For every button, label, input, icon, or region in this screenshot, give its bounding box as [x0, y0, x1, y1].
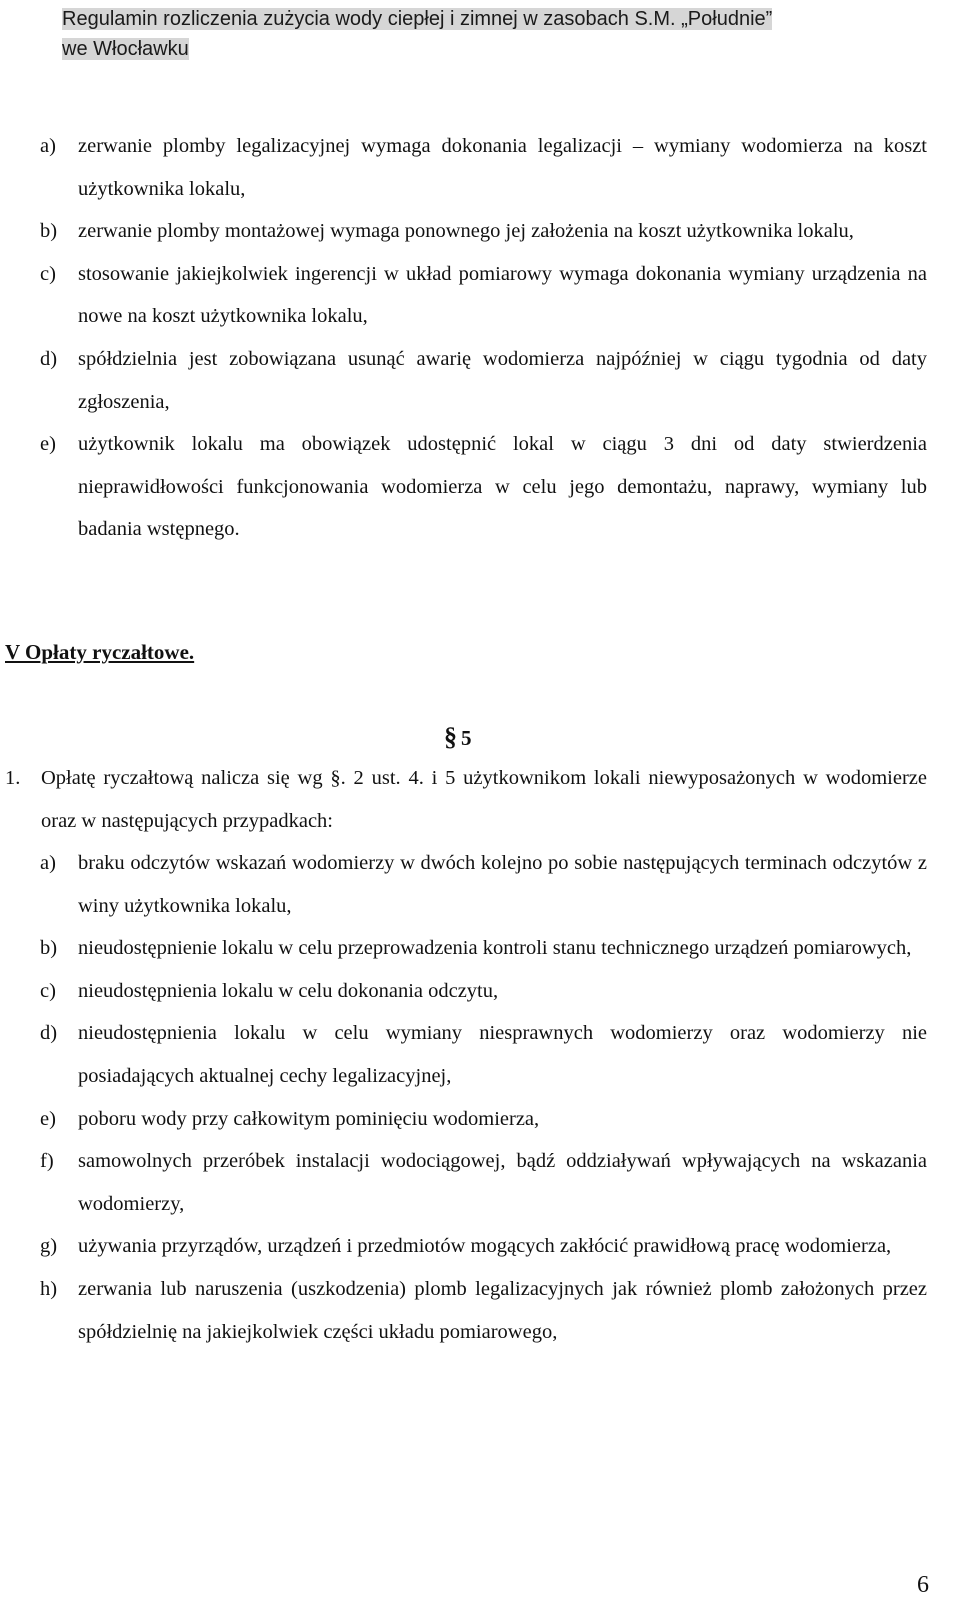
paragraph-body [5, 757, 927, 842]
list-item [40, 1012, 927, 1097]
list-item [40, 338, 927, 423]
paragraph-symbol: § [444, 722, 457, 751]
list-item-label: c) [40, 262, 56, 285]
list-bottom [40, 842, 927, 1353]
list-item-text: stosowanie jakiejkolwiek ingerencji w układ pomiarowy wymaga dokonania wymiany urządzenia na nowe na koszt użytkownika lokalu, [78, 262, 927, 328]
list-item [40, 1140, 927, 1225]
list-item-text: nieudostępnienie lokalu w celu przeprowadzenia kontroli stanu technicznego urządzeń pomiarowych, [78, 937, 912, 960]
list-item-text: zerwania lub naruszenia (uszkodzenia) plomb legalizacyjnych jak również plomb założonych przez spółdzielnię na jakiejkolwiek części układu pomiarowego, [78, 1277, 927, 1343]
page-number: 6 [917, 1572, 929, 1598]
list-top [40, 125, 927, 551]
list-item-text: poboru wody przy całkowitym pominięciu wodomierza, [78, 1107, 540, 1130]
document-header [62, 4, 882, 64]
paragraph-number: 5 [461, 726, 472, 750]
list-item [40, 423, 927, 551]
intro-item [5, 757, 927, 842]
list-item-text: zerwanie plomby legalizacyjnej wymaga dokonania legalizacji – wymiany wodomierza na koszt użytkownika lokalu, [78, 135, 927, 200]
list-item [40, 1098, 927, 1141]
list-item-label: a) [40, 135, 56, 157]
list-item-text: używania przyrządów, urządzeń i przedmiotów mogących zakłócić prawidłową pracę wodomierza, [78, 1235, 892, 1258]
list-item [40, 970, 927, 1013]
list-item [40, 1268, 927, 1353]
list-item-label: g) [40, 1235, 58, 1258]
list-item-text: zerwanie plomby montażowej wymaga ponownego jej założenia na koszt użytkownika lokalu, [78, 220, 854, 243]
list-item-label: c) [40, 979, 56, 1002]
list-item-label: d) [40, 1022, 58, 1045]
list-item-text: użytkownik lokalu ma obowiązek udostępnić lokal w ciągu 3 dni od daty stwierdzenia nieprawidłowości funkcjonowania wodomierza w celu jego demontażu, naprawy, wymiany lub badania wstępnego. [78, 433, 927, 541]
list-item [40, 842, 927, 927]
list-item [40, 210, 927, 253]
list-item-label: f) [40, 1150, 54, 1173]
list-item [40, 1225, 927, 1268]
list-item-text: samowolnych przeróbek instalacji wodociągowej, bądź oddziaływań wpływających na wskazania wodomierzy, [78, 1150, 927, 1215]
list-item-label: e) [40, 1107, 56, 1130]
paragraph-heading [444, 722, 472, 753]
header-title-line-1: Regulamin rozliczenia zużycia wody ciepłej i zimnej w zasobach S.M. „Południe” [62, 8, 773, 30]
list-item-label: d) [40, 347, 58, 370]
intro-text: Opłatę ryczałtową nalicza się wg §. 2 ust. 4. i 5 użytkownikom lokali niewyposażonych w wodomierze oraz w następujących przypadkach: [41, 767, 927, 832]
list-item-label: b) [40, 937, 58, 960]
list-item-text: braku odczytów wskazań wodomierzy w dwóch kolejno po sobie następujących terminach odczytów z winy użytkownika lokalu, [78, 852, 927, 917]
list-item [40, 125, 927, 210]
list-item-text: nieudostępnienia lokalu w celu dokonania odczytu, [78, 979, 499, 1002]
list-item-text: spółdzielnia jest zobowiązana usunąć awarię wodomierza najpóźniej w ciągu tygodnia od daty zgłoszenia, [78, 347, 927, 413]
list-item-text: nieudostępnienia lokalu w celu wymiany niesprawnych wodomierzy oraz wodomierzy nie posiadających aktualnej cechy legalizacyjnej, [78, 1022, 927, 1087]
section-title: V Opłaty ryczałtowe. [5, 640, 195, 664]
intro-label: 1. [5, 767, 21, 789]
header-title-line-2: we Włocławku [62, 38, 189, 60]
list-item-label: e) [40, 433, 56, 456]
list-item [40, 927, 927, 970]
list-item-label: a) [40, 852, 56, 874]
list-item-label: b) [40, 220, 58, 243]
list-item-label: h) [40, 1277, 58, 1300]
list-item [40, 253, 927, 338]
